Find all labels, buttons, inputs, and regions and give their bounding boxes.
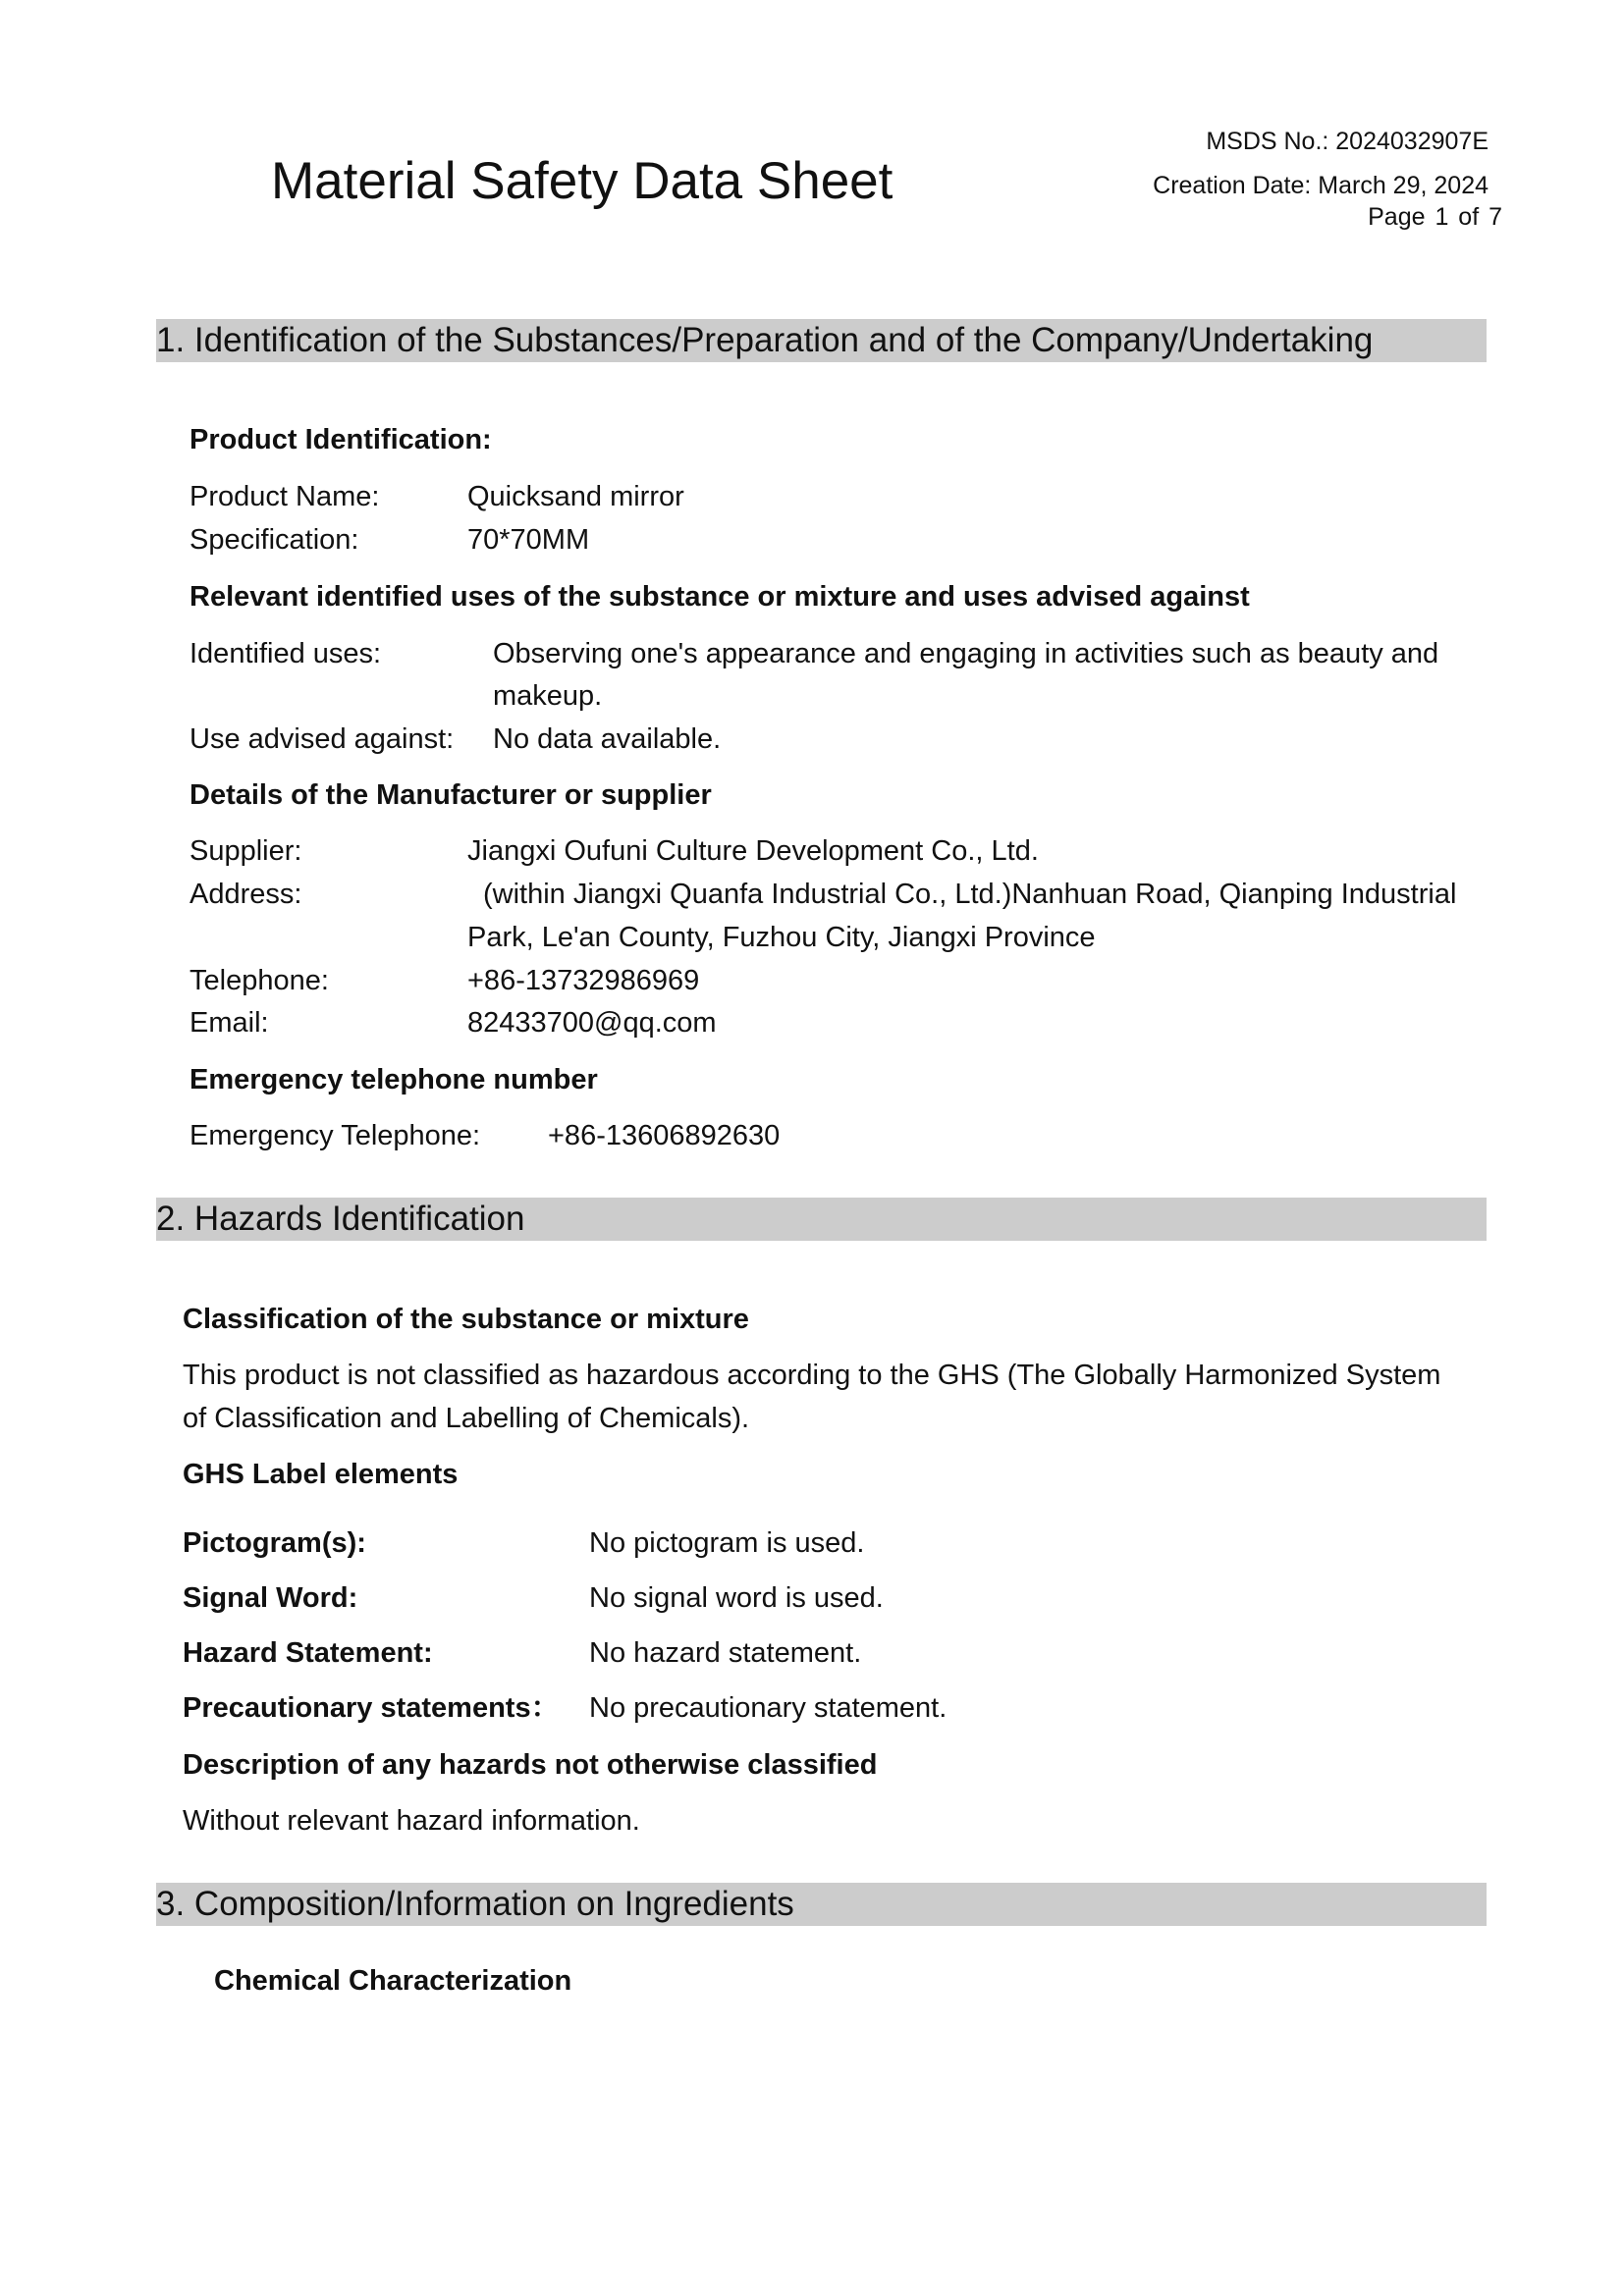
specification-label: Specification: [189,524,359,556]
section-1-heading: 1. Identification of the Substances/Preparation and of the Company/Undertaking [156,319,1487,362]
chemical-characterization-heading: Chemical Characterization [214,1965,572,1997]
emergency-label: Emergency Telephone: [189,1120,481,1151]
address-label: Address: [189,879,302,910]
manufacturer-heading: Details of the Manufacturer or supplier [189,779,712,811]
creation-date: Creation Date: March 29, 2024 [1153,172,1489,199]
identified-uses-line2: makeup. [493,680,603,712]
ghs-heading: GHS Label elements [183,1459,459,1490]
use-advised-against-label: Use advised against: [189,723,455,755]
emergency-value: +86-13606892630 [548,1120,781,1151]
address-line1: (within Jiangxi Quanfa Industrial Co., Ltd.)Nanhuan Road, Qianping Industrial [483,879,1457,910]
use-advised-against-value: No data available. [493,723,722,755]
identified-uses-line1: Observing one's appearance and engaging in activities such as beauty and [493,638,1439,669]
pictogram-value: No pictogram is used. [589,1527,865,1559]
section-2-heading: 2. Hazards Identification [156,1198,1487,1241]
supplier-value: Jiangxi Oufuni Culture Development Co., Ltd. [467,835,1039,867]
section-3-heading: 3. Composition/Information on Ingredients [156,1883,1487,1926]
product-identification-heading: Product Identification: [189,424,492,455]
product-name-value: Quicksand mirror [467,481,684,512]
pictogram-label: Pictogram(s): [183,1527,366,1559]
hazard-statement-label: Hazard Statement: [183,1637,433,1669]
classification-line1: This product is not classified as hazardous according to the GHS (The Globally Harmonized System [183,1360,1441,1391]
telephone-label: Telephone: [189,965,329,996]
uses-heading: Relevant identified uses of the substance or mixture and uses advised against [189,581,1250,613]
supplier-label: Supplier: [189,835,302,867]
identified-uses-label: Identified uses: [189,638,382,669]
specification-value: 70*70MM [467,524,590,556]
signal-word-value: No signal word is used. [589,1582,884,1614]
email-label: Email: [189,1007,269,1039]
email-value: 82433700@qq.com [467,1007,717,1039]
msds-number: MSDS No.: 2024032907E [1206,128,1489,155]
classification-heading: Classification of the substance or mixture [183,1304,749,1335]
page-number: Page 1 of 7 [1368,203,1502,231]
telephone-value: +86-13732986969 [467,965,700,996]
precautionary-value: No precautionary statement. [589,1692,947,1724]
classification-line2: of Classification and Labelling of Chemicals). [183,1403,750,1434]
hazard-statement-value: No hazard statement. [589,1637,862,1669]
other-hazards-value: Without relevant hazard information. [183,1805,640,1837]
other-hazards-heading: Description of any hazards not otherwise classified [183,1749,878,1781]
product-name-label: Product Name: [189,481,380,512]
signal-word-label: Signal Word: [183,1582,358,1614]
emergency-heading: Emergency telephone number [189,1064,598,1095]
document-title: Material Safety Data Sheet [271,152,893,210]
address-line2: Park, Le'an County, Fuzhou City, Jiangxi Province [467,922,1096,953]
precautionary-label: Precautionary statements： [183,1692,560,1724]
